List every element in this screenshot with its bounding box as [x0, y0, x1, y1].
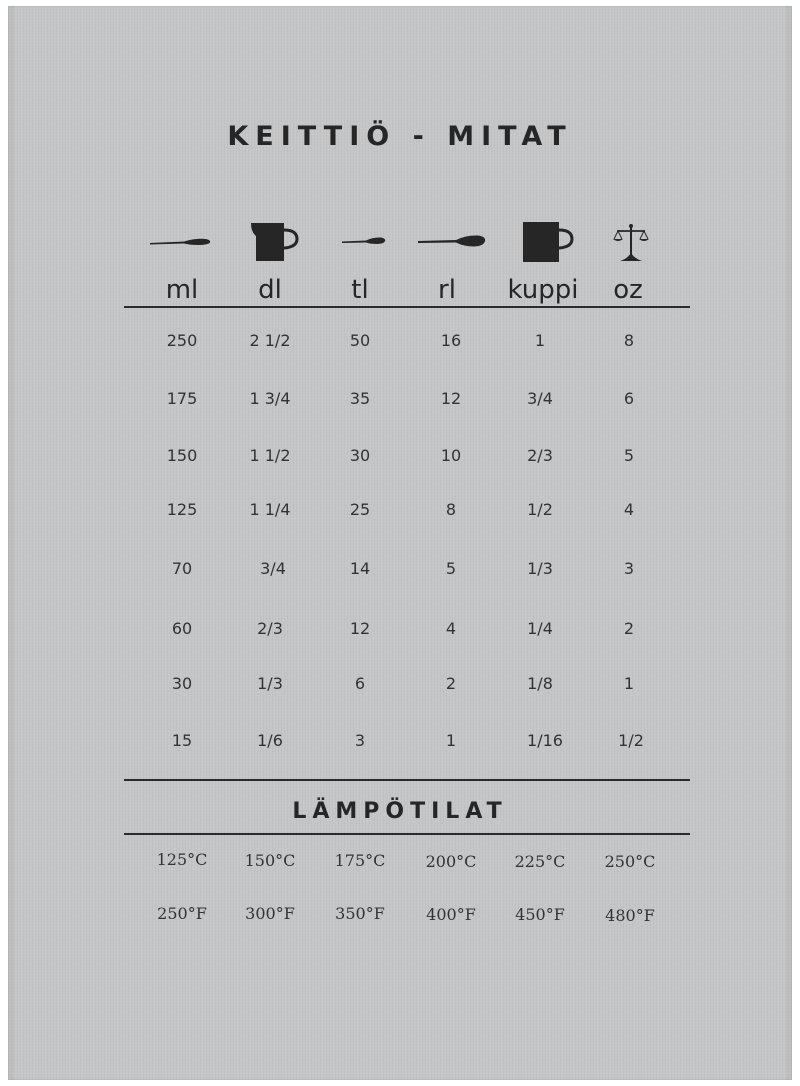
temperature-celsius: 225°C	[514, 852, 566, 871]
table-cell: 12	[440, 389, 462, 408]
table-cell: 2	[445, 674, 457, 693]
table-cell: 1/16	[527, 731, 563, 750]
table-cell: 16	[440, 331, 462, 350]
temperature-celsius: 150°C	[244, 851, 296, 870]
table-cell: 8	[623, 331, 635, 350]
table-cell: 15	[171, 731, 193, 750]
table-cell: 4	[623, 500, 635, 519]
scale-icon	[611, 222, 651, 264]
table-cell: 6	[623, 389, 635, 408]
table-cell: 3/4	[527, 389, 553, 408]
column-header-tl: tl	[351, 275, 369, 305]
section-title-temperatures: LÄMPÖTILAT	[292, 799, 508, 824]
table-cell: 1/3	[257, 674, 283, 693]
table-cell: 1/2	[527, 500, 553, 519]
table-cell: 1 1/4	[249, 500, 291, 519]
temperature-fahrenheit: 350°F	[335, 904, 385, 923]
table-cell: 30	[349, 446, 371, 465]
table-cell: 3	[623, 559, 635, 578]
temperature-celsius: 175°C	[334, 851, 386, 870]
temperature-celsius: 125°C	[156, 850, 208, 869]
table-cell: 10	[440, 446, 462, 465]
table-cell: 1/4	[527, 619, 553, 638]
hem-right	[786, 6, 792, 1080]
table-cell: 60	[171, 619, 193, 638]
table-cell: 1/6	[257, 731, 283, 750]
table-cell: 12	[349, 619, 371, 638]
table-cell: 8	[445, 500, 457, 519]
spoon-icon	[148, 230, 214, 252]
table-cell: 3	[354, 731, 366, 750]
teaspoon-icon	[340, 232, 388, 250]
table-cell: 1	[534, 331, 546, 350]
page-title: KEITTIÖ - MITAT	[227, 121, 573, 152]
column-header-kuppi: kuppi	[507, 275, 579, 305]
table-cell: 35	[349, 389, 371, 408]
temperature-fahrenheit: 450°F	[515, 905, 565, 924]
temperature-fahrenheit: 480°F	[605, 906, 655, 925]
tablespoon-icon	[416, 230, 488, 252]
table-cell: 4	[445, 619, 457, 638]
measuring-jug-icon	[248, 220, 302, 264]
temperature-celsius: 250°C	[604, 852, 656, 871]
temperature-celsius: 200°C	[425, 852, 477, 871]
table-cell: 175	[166, 389, 198, 408]
table-cell: 25	[349, 500, 371, 519]
hem-left	[8, 6, 14, 1080]
table-bottom-divider	[124, 779, 690, 781]
table-cell: 1/3	[527, 559, 553, 578]
cup-icon	[520, 220, 576, 264]
table-cell: 250	[166, 331, 198, 350]
table-cell: 1	[623, 674, 635, 693]
temperature-fahrenheit: 300°F	[245, 904, 295, 923]
table-cell: 6	[354, 674, 366, 693]
table-cell: 2	[623, 619, 635, 638]
table-cell: 1 1/2	[249, 446, 291, 465]
column-header-oz: oz	[613, 275, 643, 305]
table-cell: 5	[445, 559, 457, 578]
table-cell: 1 3/4	[249, 389, 291, 408]
column-header-ml: ml	[165, 275, 199, 305]
temperatures-divider	[124, 833, 690, 835]
table-cell: 2/3	[257, 619, 283, 638]
column-header-dl: dl	[258, 275, 282, 305]
table-cell: 1/8	[527, 674, 553, 693]
table-cell: 1/2	[618, 731, 644, 750]
table-cell: 2 1/2	[249, 331, 291, 350]
table-cell: 3/4	[260, 559, 286, 578]
table-cell: 125	[166, 500, 198, 519]
header-divider	[124, 306, 690, 308]
table-cell: 2/3	[527, 446, 553, 465]
table-cell: 1	[445, 731, 457, 750]
column-header-rl: rl	[438, 275, 456, 305]
table-cell: 30	[171, 674, 193, 693]
table-cell: 50	[349, 331, 371, 350]
temperature-fahrenheit: 250°F	[157, 904, 207, 923]
table-cell: 150	[166, 446, 198, 465]
table-cell: 5	[623, 446, 635, 465]
table-cell: 70	[171, 559, 193, 578]
table-cell: 14	[349, 559, 371, 578]
temperature-fahrenheit: 400°F	[426, 905, 476, 924]
